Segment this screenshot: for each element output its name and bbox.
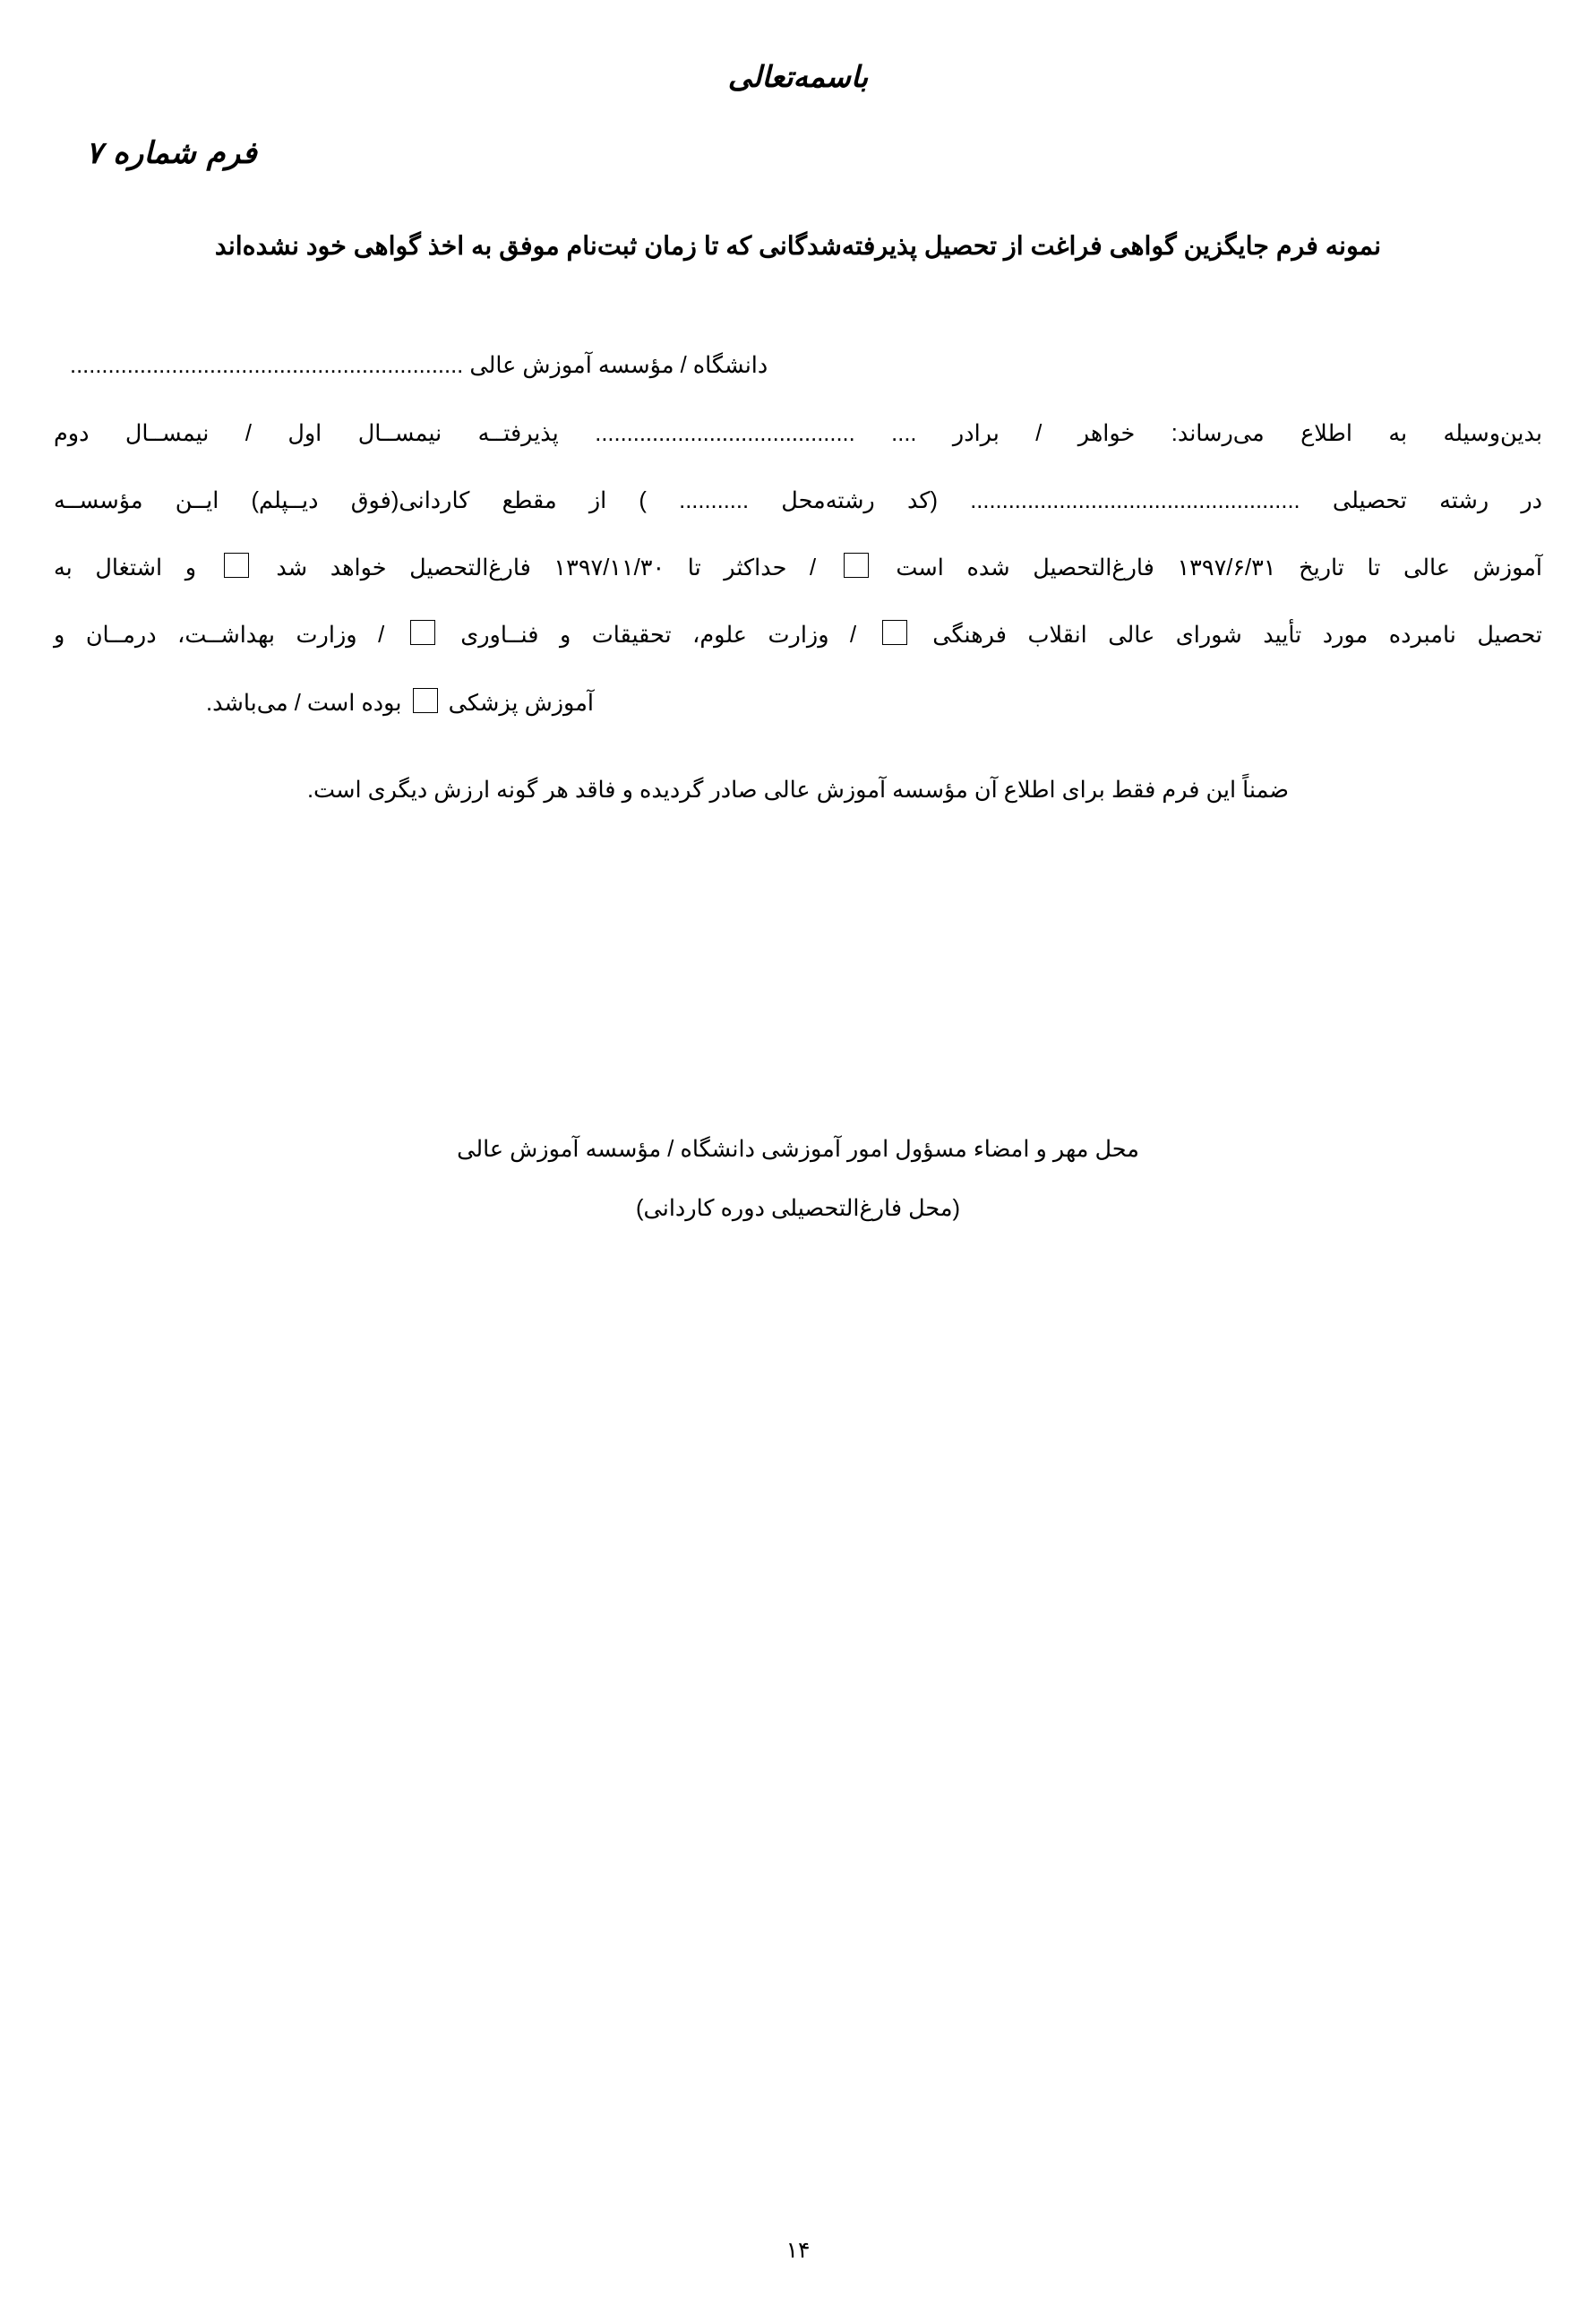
field-code-text: (کد رشته‌محل ........... ) از مقطع کاردانی(فوق دیــپلم) ایــن مؤسســه [54,487,938,513]
status-text: بوده است / می‌باشد. [206,690,402,716]
semester-text: پذیرفتــه نیمســال اول / نیمســال دوم [54,420,559,446]
ministry-of-science-text: / وزارت علوم، تحقیقات و فنــاوری [460,623,857,649]
checkbox-cultural-revolution-council[interactable] [882,620,907,645]
applicant-intro-text: بدین‌وسیله به اطلاع می‌رساند: خواهر / برادر .... [891,420,1543,446]
checkbox-will-graduate[interactable] [224,553,249,578]
field-of-study-line [54,468,1542,535]
signature-line-2: (محل فارغ‌التحصیلی دوره کاردانی) [635,1196,961,1222]
page-number: ۱۴ [785,2238,811,2263]
expected-graduation-text: / حداکثر تا ۱۳۹۷/۱۱/۳۰ فارغ‌التحصیل خواهد شد [276,555,817,581]
field-of-study-label: در رشته تحصیلی .................................................... [970,487,1543,513]
checkbox-graduated[interactable] [844,553,869,578]
medical-education-text: آموزش پزشکی [448,690,594,716]
disclaimer-note: ضمناً این فرم فقط برای اطلاع آن مؤسسه آموزش عالی صادر گردیده و فاقد هر گونه ارزش دیگری است. [306,777,1290,803]
university-field-line [54,332,1542,400]
signature-line-1: محل مهر و امضاء مسؤول امور آموزشی دانشگاه / مؤسسه آموزش عالی [457,1136,1139,1162]
approval-authority-line [54,602,1542,669]
medical-education-line [54,670,1542,737]
ministry-of-health-text: / وزارت بهداشــت، درمــان و [54,623,385,649]
form-number-label: فرم شماره ۷ [86,135,257,171]
university-field-label: دانشگاه / مؤسسه آموزش عالی .............................................................. [70,353,768,379]
applicant-line [54,400,1542,468]
applicant-name-blank: ......................................... [595,420,855,446]
checkbox-ministry-of-science[interactable] [410,620,435,645]
cultural-revolution-council-text: تحصیل نامبرده مورد تأیید شورای عالی انقلاب فرهنگی [932,623,1543,649]
signature-block [54,1120,1542,1239]
page-title: نمونه فرم جایگزین گواهی فراغت از تحصیل پذیرفته‌شدگانی که تا زمان ثبت‌نام موفق به اخذ گواهی خود نشده‌اند [214,232,1382,261]
graduation-date-text: آموزش عالی تا تاریخ ۱۳۹۷/۶/۳۱ فارغ‌التحصیل شده است [896,555,1542,581]
page-content [54,0,1542,2305]
checkbox-ministry-of-health[interactable] [413,688,438,713]
form-body [54,332,1542,824]
bismillah-heading: باسمه‌تعالی [727,59,869,94]
graduation-date-line [54,535,1542,602]
employment-text: و اشتغال به [54,555,197,581]
